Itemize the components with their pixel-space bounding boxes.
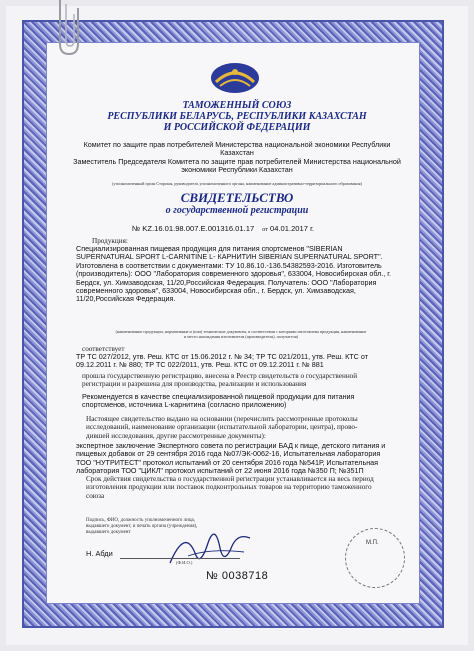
validity-line: Срок действия свидетельства о государственной регистрации устанавливается на весь период [86,475,374,483]
product-note-line2: и место нахождения изготовителя (производителя), получателя) [183,334,299,339]
expert-line: пищевых добавок от 29 сентября 2016 года №07/ЭК-0062-16, Испытательная лаборатория [76,449,381,459]
product-line: 11/20,Российская Федерация. [76,294,176,304]
signature-caption-line3: выдавшего документ [86,530,131,536]
committee-note: (уполномоченный орган Стороны, руководитель уполномоченного органа, наименование административно-территориального образования) [112,181,362,186]
conformity-line: 09.12.2011 г. № 880; ТР ТС 022/2011, утв. Реш. КТС от 09.12.2011 г. № 881 [76,360,324,370]
expert-line: ТОО "НУТРИТЕСТ" протокол испытаний от 20 сентября 2016 года №541Р, Испытательная [76,457,379,467]
product-line: Изготовлена в соответствии с документами: ТУ 10.86.10.-136.54382593-2016. Изготовитель [76,260,382,270]
conformity-standards [76,353,406,370]
committee-line4: экономики Республики Казахстан [181,165,293,175]
paperclip-icon [50,0,88,58]
seal-placeholder [345,528,405,588]
validity-statement [86,475,406,500]
fio-note: (Ф.И.О.) [176,560,193,565]
committee-block [60,141,414,175]
seal-label: М.П. [366,540,379,546]
registration-number-row [132,225,392,234]
expert-line: лаборатория ТОО "ЦИКЛ" протокол испытаний от 22 июня 2016 года №350 П; №351П [76,466,364,476]
product-line: Бердск, ул. Химзаводская, 11/20,Российская Федерация. Получатель: ООО "Лаборатория [76,277,377,287]
signature-caption-line1: Подпись, ФИО, должность уполномоченного лица, [86,518,195,523]
product-line: (производитель): ООО "Лаборатория современного здоровья", 633004, Новосибирская обл., г. [76,269,392,279]
header-line2: РЕСПУБЛИКИ БЕЛАРУСЬ, РЕСПУБЛИКИ КАЗАХСТАН [107,111,367,122]
reg-number-prefix: № [132,224,141,233]
expert-line: экспертное заключение Экспертного совета по регистрации БАД к пище, детского питания и [76,441,386,450]
product-note-line1: (наименование продукции, нормативные и (или) технические документы, в соответствии с которыми изготовлена продукция, наименование [115,329,367,334]
reg-number: KZ.16.01.98.007.E.001316.01.17 [142,224,255,233]
document-title: СВИДЕТЕЛЬСТВО [180,190,294,205]
reg-date-prefix: от [262,227,268,233]
committee-line1: Комитет по защите прав потребителей Министерства национальной экономики Республики [83,140,391,149]
basis-line: Настоящее свидетельство выдано на основании (перечислить рассмотренные протоколы [86,415,358,423]
validity-line: изготовления продукции или поставок подконтрольных товаров на территорию таможенного [86,483,372,492]
recommendation [82,393,402,410]
reg-date: 04.01.2017 г. [269,224,315,233]
basis-line: исследований, наименование организации (испытательной лаборатории, центра), прово- [86,423,358,432]
registration-statement [82,372,402,389]
committee-line2: Казахстан [220,148,254,158]
signature-line [120,558,240,559]
expert-conclusion [76,442,406,476]
validity-line: союза [86,491,105,500]
header-line3: И РОССИЙСКОЙ ФЕДЕРАЦИИ [163,122,311,133]
passed-line: прошла государственную регистрацию, внесена в Реестр свидетельств о государственной [82,372,358,380]
product-label: Продукция: [92,237,128,245]
conformity-label: соответствует [82,345,125,353]
handwritten-signature-icon [160,518,260,578]
product-description [76,245,406,304]
basis-statement [86,415,406,440]
signatory-name: Н. Абди [86,549,113,558]
union-header [0,100,474,133]
document-subtitle: о государственной регистрации [165,205,309,216]
recommend-line: Рекомендуется в качестве специализированной пищевой продукции для питания [82,392,355,401]
signature-caption-line2: выдавшего документ, и печать органа (учреждения), [86,524,198,530]
serial-prefix: № [206,570,219,582]
customs-union-emblem-icon [206,60,264,96]
product-line: SUPERNATURAL SPORT L-CARNITINE L- КАРНИТИН SIBERIAN SUPERNATURAL SPORT". [76,252,383,262]
serial-number [206,570,268,582]
recommend-line: спортсменов, источника L-карнитина (согласно приложению) [82,400,287,410]
product-line: Специализированная пищевая продукция для питания спортсменов "SIBERIAN [76,244,343,253]
passed-line: регистрации и разрешена для производства, реализации и использования [82,380,307,389]
serial-value: 0038718 [221,570,269,582]
committee-line3: Заместитель Председателя Комитета по защите прав потребителей Министерства национальной [73,156,401,166]
conformity-line: ТР ТС 027/2012, утв. Реш. КТС от 15.06.2012 г. № 34; ТР ТС 021/2011, утв. Реш. КТС от [76,352,368,361]
basis-line: дившей исследования, другие рассмотренные документы): [86,431,266,440]
product-note [66,329,416,339]
product-line: современного здоровья", 633004, Новосибирская обл., г. Бердск, ул. Химзаводская, [76,286,356,296]
header-line1: ТАМОЖЕННЫЙ СОЮЗ [182,100,292,111]
